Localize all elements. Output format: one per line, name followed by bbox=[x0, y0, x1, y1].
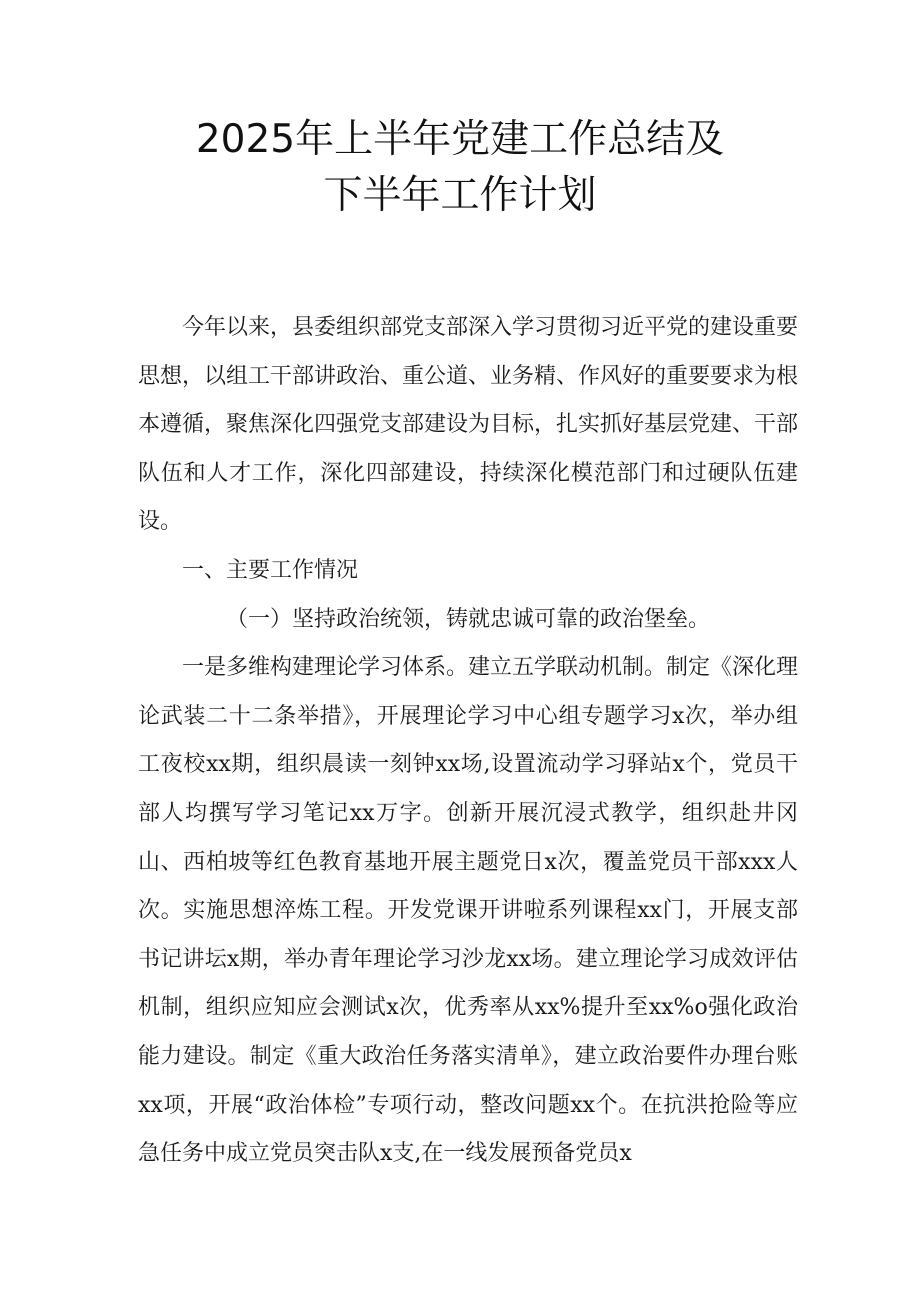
document-body bbox=[138, 304, 798, 1179]
subsection-heading: （一）坚持政治统领，铸就忠诚可靠的政治堡垒。 bbox=[226, 606, 711, 632]
section-heading: 一、主要工作情况 bbox=[182, 557, 359, 583]
title-line-1: 2025年上半年党建工作总结及 bbox=[195, 117, 725, 162]
body-paragraph: 一是多维构建理论学习体系。建立五学联动机制。制定《深化理论武装二十二条举措》，开展理论学习中心组专题学习x次，举办组工夜校xx期，组织晨读一刻钟xx场,设置流动学习驿站x个，党员干部人均撰写学习笔记xx万字。创新开展沉浸式教学，组织赴井冈山、西柏坡等红色教育基地开展主题党日x次，覆盖党员干部xxx人次。实施思想淬炼工程。开发党课开讲啦系列课程xx门，开展支部书记讲坛x期，举办青年理论学习沙龙xx场。建立理论学习成效评估机制，组织应知应会测试x次，优秀率从xx%提升至xx%o强化政治能力建设。制定《重大政治任务落实清单》，建立政治要件办理台账xx项，开展“政治体检”专项行动，整改问题xx个。在抗洪抢险等应急任务中成立党员突击队x支,在一线发展预备党员x bbox=[138, 655, 799, 1167]
title-line-2: 下半年工作计划 bbox=[323, 173, 597, 218]
intro-paragraph: 今年以来，县委组织部党支部深入学习贯彻习近平党的建设重要思想，以组工干部讲政治、重公道、业务精、作风好的重要要求为根本遵循，聚焦深化四强党支部建设为目标，扎实抓好基层党建、干部队伍和人才工作，深化四部建设，持续深化模范部门和过硬队伍建设。 bbox=[138, 315, 799, 535]
document-title bbox=[0, 112, 920, 224]
